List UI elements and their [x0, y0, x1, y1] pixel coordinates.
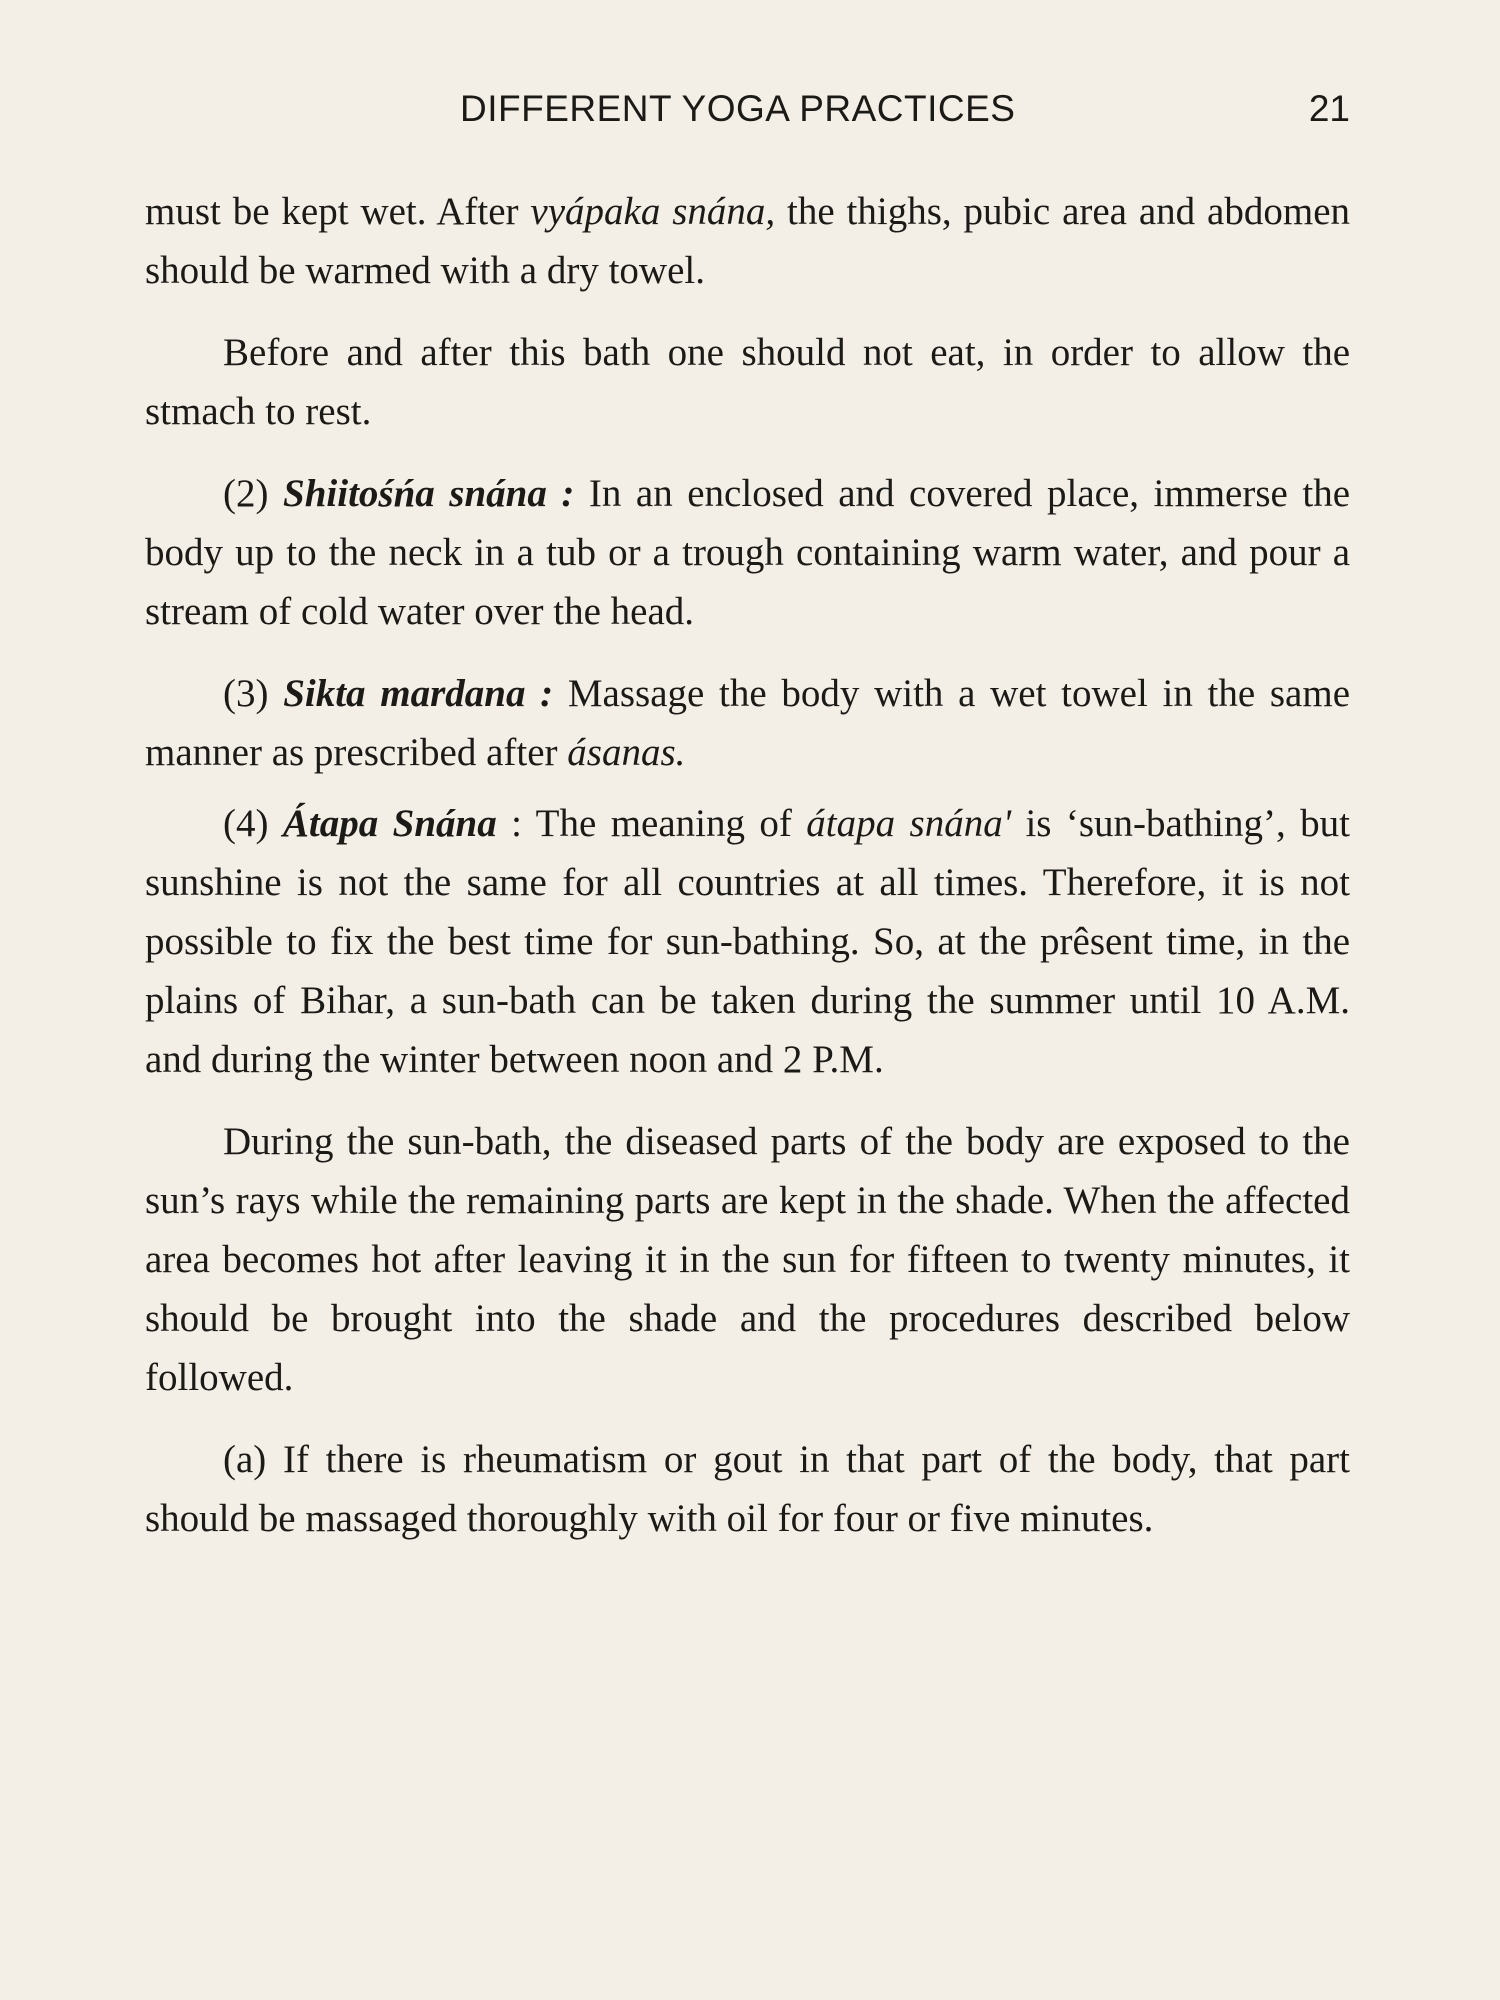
paragraph-3	[145, 464, 1350, 641]
text-run: During the sun-bath, the diseased parts of the body are exposed to the sun’s rays while the remaining parts are kept in the shade. When the affected area becomes hot after leaving it in the sun for fifteen to twenty minutes, it should be brought into the shade and the procedures described below followed.	[145, 1120, 1350, 1399]
text-run: the thighs, pubic area and abdomen should be warmed with a dry towel.	[145, 190, 1351, 292]
text-run: Before and after this bath one should not eat, in order to allow the stmach to rest.	[145, 331, 1350, 433]
text-run: (a) If there is rheumatism or gout in that part of the body, that part should be massaged thoroughly with oil for four or five minutes.	[145, 1438, 1350, 1540]
paragraph-7	[145, 1430, 1350, 1548]
bold-italic-term: Átapa Snána	[282, 802, 497, 845]
item-number: (3)	[223, 672, 284, 715]
chapter-title: DIFFERENT YOGA PRACTICES	[460, 88, 1016, 129]
page-number: 21	[1308, 88, 1350, 129]
italic-term: vyápaka snána,	[530, 190, 776, 233]
text-run: Massage the body with a wet towel in the same manner as prescribed after	[145, 672, 1350, 774]
paragraph-2	[145, 323, 1350, 441]
item-number: (4)	[223, 802, 283, 845]
running-header	[140, 88, 1350, 138]
text-run: : The meaning of	[496, 802, 807, 845]
paragraph-5	[145, 794, 1350, 1089]
paragraph-1	[145, 182, 1350, 300]
bold-italic-term: Sikta mardana :	[283, 672, 554, 715]
bold-italic-term: Shiitośńa snána :	[283, 472, 575, 515]
italic-term: átapa snána'	[806, 802, 1012, 845]
paragraph-6	[145, 1112, 1350, 1407]
italic-term: ásanas.	[567, 731, 686, 774]
paragraph-4	[145, 664, 1350, 782]
body-text	[145, 182, 1350, 1548]
text-run: In an enclosed and covered place, immerse the body up to the neck in a tub or a trough containing warm water, and pour a stream of cold water over the head.	[145, 472, 1350, 633]
text-run: must be kept wet. After	[145, 190, 531, 233]
item-number: (2)	[223, 472, 284, 515]
text-run: is ‘sun-bathing’, but sunshine is not the same for all countries at all times. Therefore, it is not possible to fix the best time for sun-bathing. So, at the prêsent time, in the plains of Bihar, a sun-bath can be taken during the summer until 10 A.M. and during the winter between noon and 2 P.M.	[145, 802, 1350, 1081]
